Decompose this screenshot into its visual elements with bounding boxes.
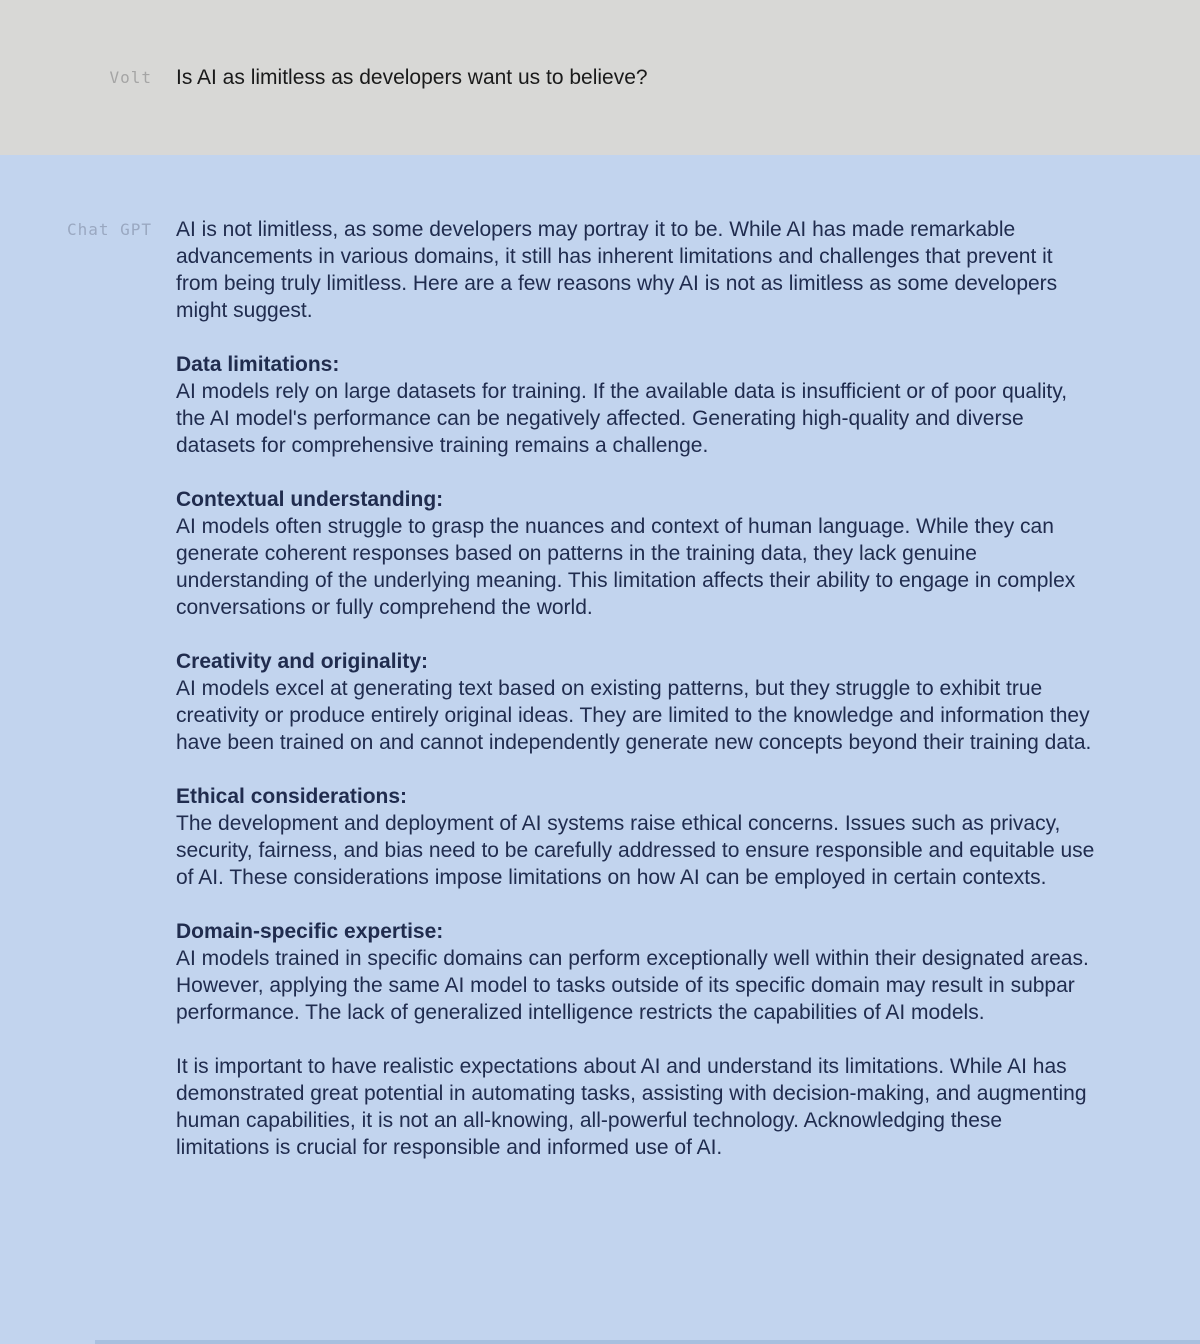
answer-row [0,216,1200,1161]
question-row [0,64,1200,91]
section-body: AI models rely on large datasets for training. If the available data is insufficient or of poor quality, the AI model's performance can be negatively affected. Generating high-quality and diverse datasets for comprehensive training remains a challenge. [176,380,1068,457]
assistant-speaker-label: Chat GPT [66,220,152,239]
answer-section-domain-specific-expertise [176,918,1096,1026]
section-body: AI models often struggle to grasp the nuances and context of human language. While they can generate coherent responses based on patterns in the training data, they lack genuine understanding of the underlying meaning. This limitation affects their ability to engage in complex conversations or fully comprehend the world. [176,515,1076,619]
answer-section-contextual-understanding [176,486,1096,621]
next-message-top-edge [95,1340,1200,1344]
question-message [0,0,1200,155]
answer-text [176,216,1096,1161]
section-body: AI models excel at generating text based on existing patterns, but they struggle to exhibit true creativity or produce entirely original ideas. They are limited to the knowledge and information they have been trained on and cannot independently generate new concepts beyond their training data. [176,677,1092,754]
answer-section-creativity-originality [176,648,1096,756]
answer-section-data-limitations [176,351,1096,459]
section-body: The development and deployment of AI systems raise ethical concerns. Issues such as privacy, security, fairness, and bias need to be carefully addressed to ensure responsible and equitable use of AI. These considerations impose limitations on how AI can be employed in certain contexts. [176,812,1095,889]
answer-message [0,155,1200,1344]
answer-intro-paragraph: AI is not limitless, as some developers may portray it to be. While AI has made remarkable advancements in various domains, it still has inherent limitations and challenges that prevent it from being truly limitless. Here are a few reasons why AI is not as limitless as some developers might suggest. [176,218,1058,322]
answer-outro-paragraph: It is important to have realistic expectations about AI and understand its limitations. While AI has demonstrated great potential in automating tasks, assisting with decision-making, and augmenting human capabilities, it is not an all-knowing, all-powerful technology. Acknowledging these limitations is crucial for responsible and informed use of AI. [176,1055,1087,1159]
question-text: Is AI as limitless as developers want us to believe? [176,66,648,89]
section-heading: Data limitations: [176,353,340,376]
user-speaker-label: Volt [109,68,152,87]
section-heading: Contextual understanding: [176,488,444,511]
section-heading: Ethical considerations: [176,785,408,808]
section-body: AI models trained in specific domains can perform exceptionally well within their designated areas. However, applying the same AI model to tasks outside of its specific domain may result in subpar performance. The lack of generalized intelligence restricts the capabilities of AI models. [176,947,1089,1024]
section-heading: Domain-specific expertise: [176,920,444,943]
answer-section-ethical-considerations [176,783,1096,891]
section-heading: Creativity and originality: [176,650,429,673]
